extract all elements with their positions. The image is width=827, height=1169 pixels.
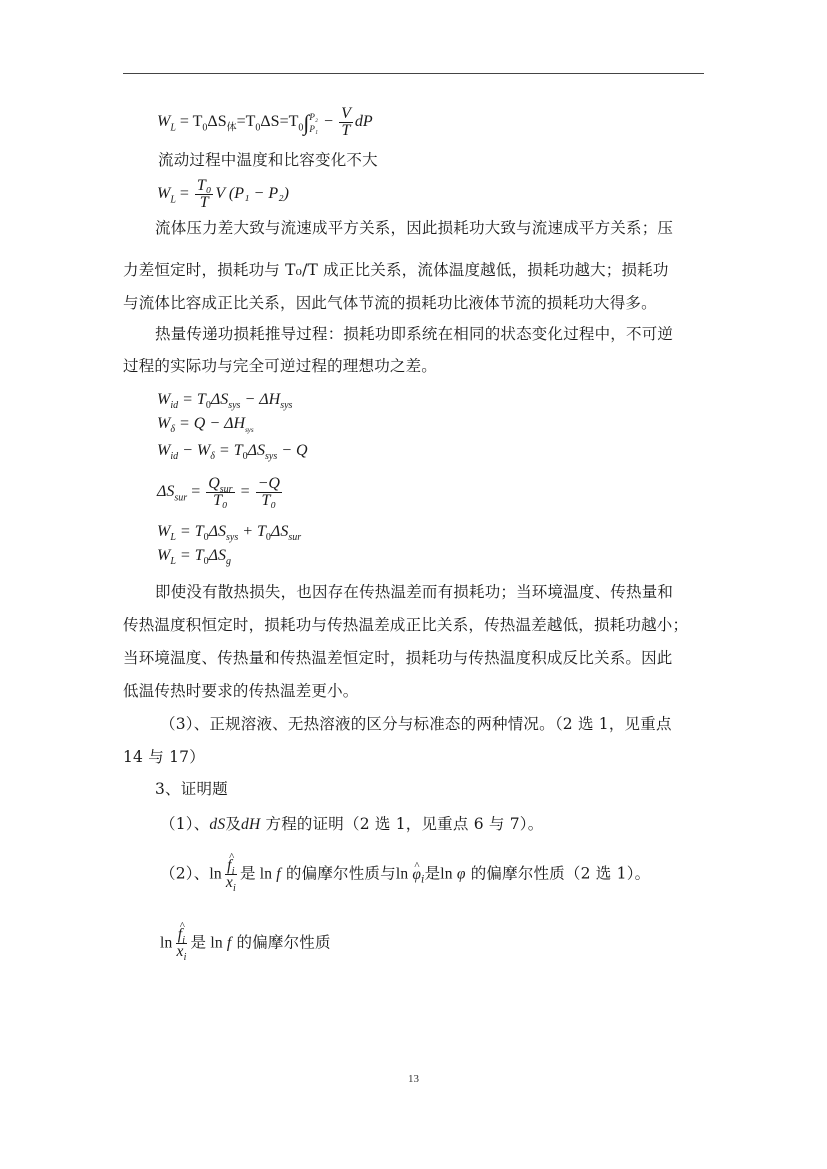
- equation-ideal-work: $W_{id} = T_0\Delta S_{sys} - \Delta H_{sys}$: [157, 391, 293, 412]
- proof-item-1: （1）、dS及dH 方程的证明（2 选 1，见重点 6 与 7）。: [160, 815, 544, 833]
- header-rule: [123, 73, 704, 74]
- equation-lost-work-simplified: $W_L$ = $\frac{\text{T₀}}{T}$ V (P₁ − P₂): [157, 177, 289, 211]
- equation-lost-work-generation: $W_L = T_0\Delta S_g$: [157, 547, 231, 568]
- equation-lost-work-integral: $W_L = T_0\Delta S_体=T_0\Delta S=T_0\int$ P₂ P₁ − $\frac{V}{T}$ dP: [157, 105, 373, 139]
- paragraph-line: 即使没有散热损失，也因存在传热温差而有损耗功；当环境温度、传热量和: [155, 583, 674, 601]
- paragraph-line: 当环境温度、传热量和传热温差恒定时，损耗功与传热温度积成反比关系。因此: [123, 649, 673, 667]
- paragraph-line: 力差恒定时，损耗功与 T₀/T 成正比关系，流体温度越低，损耗功越大；损耗功: [123, 261, 669, 279]
- equation-actual-work: $W_\delta = Q - \Delta H_{sys}$: [157, 415, 254, 436]
- equation-work-difference: $W_{id} - W_\delta = T_0\Delta S_{sys} - Q$: [157, 442, 308, 463]
- equation-surroundings-entropy: $\Delta S_{sur}$ = $\frac{Q_{sur}}{\text{T₀}}$ = $\frac{-Q}{\text{T₀}}$: [157, 475, 280, 509]
- integral-sign: ∫: [303, 109, 310, 135]
- paragraph-line: 传热温度积恒定时，损耗功与传热温差成正比关系，传热温差越低，损耗功越小；: [123, 616, 689, 634]
- paragraph-line: 与流体比容成正比关系，因此气体节流的损耗功比液体节流的损耗功大得多。: [123, 294, 657, 312]
- paragraph-line: 14 与 17）: [123, 748, 205, 766]
- paragraph-line: 低温传热时要求的传热温差更小。: [123, 682, 359, 700]
- section-heading: 3、证明题: [155, 780, 228, 798]
- proof-item-2: （2）、ln ^ $\frac{f_i}{x_i}$ 是 ln f 的偏摩尔性质与ln ^ $\varphi_i$是ln φ 的偏摩尔性质（2 选 1）。: [160, 858, 741, 891]
- proof-subheading: ln ^ $\frac{f_i}{x_i}$ 是 ln f 的偏摩尔性质: [160, 927, 741, 960]
- paragraph-text: 流动过程中温度和比容变化不大: [158, 151, 378, 169]
- paragraph-line: 过程的实际功与完全可逆过程的理想功之差。: [123, 357, 438, 375]
- paragraph-line: 流体压力差大致与流速成平方关系，因此损耗功大致与流速成平方关系；压: [155, 219, 674, 237]
- page-number: 13: [408, 1073, 419, 1085]
- paragraph-line: 热量传递功损耗推导过程：损耗功即系统在相同的状态变化过程中，不可逆: [155, 325, 674, 343]
- list-item-3: （3）、正规溶液、无热溶液的区分与标准态的两种情况。（2 选 1，见重点: [160, 715, 672, 733]
- equation-lost-work-sum: $W_L = T_0\Delta S_{sys} + T_0\Delta S_{sur}$: [157, 523, 302, 544]
